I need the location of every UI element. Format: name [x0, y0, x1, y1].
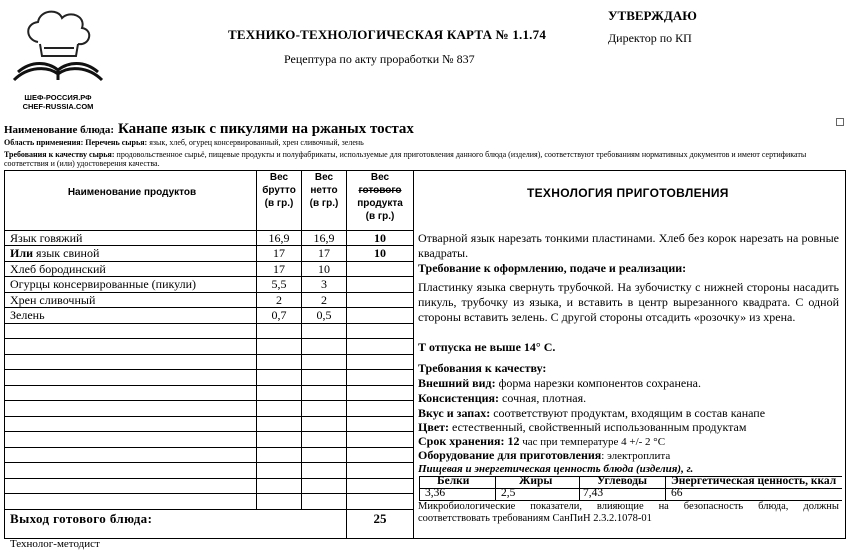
gross-value: 17: [273, 262, 285, 276]
dish-label: Наименование блюда:: [4, 124, 114, 136]
nutr-protein: 3,36: [425, 487, 446, 499]
header-ready-weight: Вес готового продукта (в гр.): [357, 172, 403, 222]
req-value: продовольственное сырьё, пищевые продукты и полуфабрикаты, используемые для приготовления данного блюда (изделия), соответствуют требованиям нормативных документов и имеют сертификаты соответствия и (или) удостоверения качества.: [4, 150, 807, 168]
technology-step-1: Отварной язык нарезать тонкими пластинами. Хлеб без корок нарезать на ровные квадраты.: [418, 231, 839, 260]
checkbox[interactable]: [836, 118, 844, 126]
quality-consistency: Консистенция: сочная, плотная.: [418, 391, 587, 405]
nutrition-table: [419, 476, 842, 500]
serving-temperature: Т отпуска не выше 14° С.: [418, 340, 556, 354]
equipment: Оборудование для приготовления: электроплита: [418, 448, 671, 462]
ingredient-name: Язык говяжий: [10, 231, 83, 245]
net-value: 0,5: [316, 308, 332, 322]
chef-russia-logo: [8, 4, 108, 111]
ingredient-name: Огурцы консервированные (пикули): [10, 277, 197, 291]
yield-value: 25: [373, 511, 387, 526]
net-value: 2: [321, 293, 327, 307]
quality-title: Требования к качеству:: [418, 361, 547, 375]
ingredient-name: Хрен сливочный: [10, 293, 96, 307]
area-value: язык, хлеб, огурец консервированный, хрен сливочный, зелень: [149, 138, 364, 147]
document-subtitle: Рецептура по акту проработки № 837: [284, 52, 475, 66]
gross-value: 5,5: [271, 277, 287, 291]
logo-text-en: CHEF-RUSSIA.COM: [22, 102, 94, 111]
nutr-carbs: 7,43: [583, 487, 604, 499]
ready-value: 10: [374, 246, 386, 260]
quality-color: Цвет: естественный, свойственный использованным продуктам: [418, 420, 747, 434]
gross-value: 16,9: [268, 231, 290, 245]
logo-text-ru: ШЕФ-РОССИЯ.РФ: [24, 93, 92, 102]
nutr-header-energy: Энергетическая ценность, ккал: [671, 475, 837, 487]
gross-value: 0,7: [271, 308, 287, 322]
ingredient-name: Или язык свиной: [10, 246, 100, 260]
quality-taste: Вкус и запах: соответствуют продуктам, входящим в состав канапе: [418, 406, 766, 420]
ingredient-name: Хлеб бородинский: [10, 262, 106, 276]
raw-material-requirements: [4, 150, 844, 168]
header-net: Вес нетто (в гр.): [309, 172, 339, 209]
net-value: 3: [321, 277, 327, 291]
header-gross: Вес брутто (в гр.): [262, 172, 296, 209]
dish-name: Канапе язык с пикулями на ржаных тостах: [117, 121, 414, 137]
header-product: Наименование продуктов: [67, 187, 197, 198]
ingredient-name: Зелень: [10, 308, 45, 322]
net-value: 17: [318, 246, 330, 260]
ready-value: 10: [374, 231, 386, 245]
nutr-header-carbs: Углеводы: [597, 475, 648, 487]
nutr-fat: 2,5: [501, 487, 516, 499]
approve-heading: УТВЕРЖДАЮ: [608, 8, 697, 23]
nutr-header-fat: Жиры: [519, 475, 553, 487]
director-label: Директор по КП: [608, 31, 692, 45]
header-technology: ТЕХНОЛОГИЯ ПРИГОТОВЛЕНИЯ: [527, 186, 729, 200]
net-value: 16,9: [313, 231, 335, 245]
technologist-label: Технолог-методист: [10, 538, 100, 550]
gross-value: 17: [273, 246, 285, 260]
net-value: 10: [318, 262, 330, 276]
quality-appearance: Внешний вид: форма нарезки компонентов сохранена.: [418, 376, 702, 390]
nutr-header-protein: Белки: [437, 475, 470, 487]
dish-name-line: [4, 120, 414, 138]
gross-value: 2: [276, 293, 282, 307]
area-label: Область применения: Перечень сырья:: [4, 138, 148, 147]
document-title: ТЕХНИКО-ТЕХНОЛОГИЧЕСКАЯ КАРТА № 1.1.74: [228, 27, 547, 42]
presentation-text: Пластинку языка свернуть трубочкой. На зубочистку с нижней стороны насадить пикуль, трубочку из языка, и вставить в центр вырезанного квадрата. С одной стороны вставить зелень. С другой стороны отсадить «розочку» из хрена.: [418, 280, 839, 324]
application-area: [4, 138, 364, 147]
yield-label: Выход готового блюда:: [10, 511, 153, 526]
presentation-title: Требование к оформлению, подаче и реализации:: [418, 261, 687, 275]
storage-time: Срок хранения: 12 час при температуре 4 +/- 2 °С: [418, 434, 666, 448]
nutrition-title: Пищевая и энергетическая ценность блюда (изделия), г.: [418, 463, 694, 475]
chef-hat-book-icon: [8, 4, 108, 88]
req-label: Требования к качеству сырья:: [4, 150, 115, 159]
nutr-energy: 66: [671, 487, 683, 499]
microbiology-note: Микробиологические показатели, влияющие на безопасность блюда, должны соответствовать требованиям СанПиН 2.3.2.1078-01: [418, 501, 839, 524]
